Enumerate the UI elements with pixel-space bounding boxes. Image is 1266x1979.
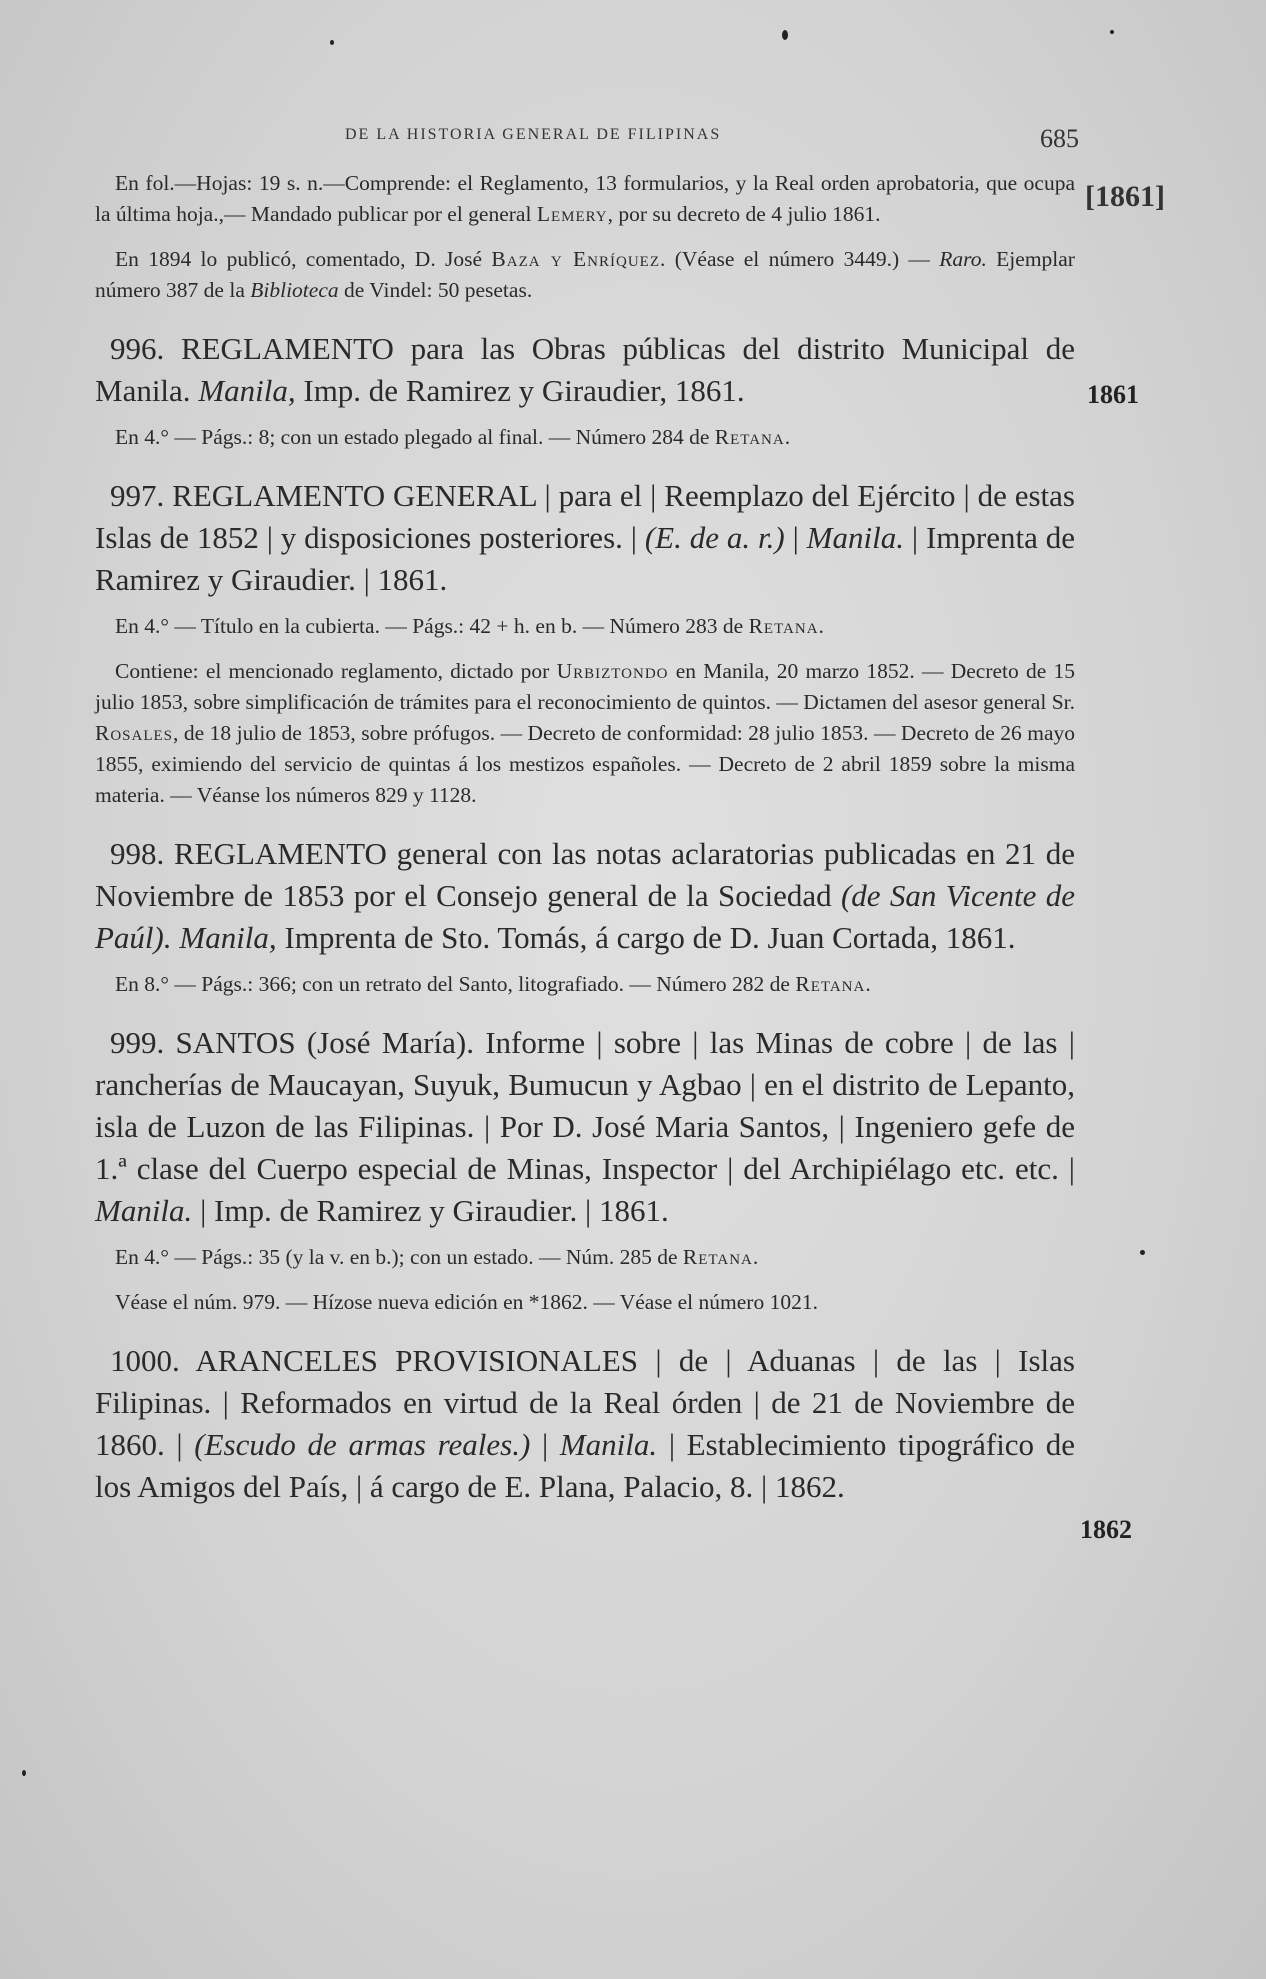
entry-997: 997. REGLAMENTO GENERAL | para el | Reemplazo del Ejército | de estas Islas de 1852 | y disposiciones posteriores. | (E. de a. r.) | Manila. | Imprenta de Ramirez y Giraudier. | 1861. — [95, 478, 1075, 597]
ink-speck — [1110, 30, 1114, 34]
intro-note-2: En 1894 lo publicó, comentado, D. José Baza y Enríquez. (Véase el número 3449.) — Raro. Ejemplar número 387 de la Biblioteca de Vindel: 50 pesetas. — [95, 247, 1075, 302]
entry-999: 999. SANTOS (José María). Informe | sobre | las Minas de cobre | de las | rancherías de Maucayan, Suyuk, Bumucun y Agbao | en el distrito de Lepanto, isla de Luzon de las Filipinas. | Por D. José Maria Santos, | Ingeniero gefe de 1.ª clase del Cuerpo especial de Minas, Inspector | del Archipiélago etc. etc. | Manila. | Imp. de Ramirez y Giraudier. | 1861. — [95, 1025, 1075, 1228]
margin-year-bracketed: [1861] — [1085, 180, 1165, 213]
entry-997-note-2: Contiene: el mencionado reglamento, dictado por Urbiztondo en Manila, 20 marzo 1852. — Decreto de 15 julio 1853, sobre simplificación de trámites para el reconocimiento de quintos. — Dictamen del asesor general Sr. Rosales, de 18 julio de 1853, sobre prófugos. — Decreto de conformidad: 28 julio 1853. — Decreto de 26 mayo 1855, eximiendo del servicio de quintas á los mestizos españoles. — Decreto de 2 abril 1859 sobre la misma materia. — Véanse los números 829 y 1128. — [95, 659, 1075, 807]
ink-speck — [330, 40, 334, 45]
entry-998: 998. REGLAMENTO general con las notas aclaratorias publicadas en 21 de Noviembre de 1853 por el Consejo general de la Sociedad (de San Vicente de Paúl). Manila, Imprenta de Sto. Tomás, á cargo de D. Juan Cortada, 1861. — [95, 836, 1076, 955]
entry-999-note-2: Véase el núm. 979. — Hízose nueva edición en *1862. — Véase el número 1021. — [115, 1290, 818, 1314]
page-body — [95, 168, 1075, 1518]
ink-speck — [1140, 1250, 1145, 1255]
page-number: 685 — [1040, 124, 1079, 153]
entry-996: 996. REGLAMENTO para las Obras públicas del distrito Municipal de Manila. Manila, Imp. de Ramirez y Giraudier, 1861. — [95, 331, 1075, 408]
entry-996-note: En 4.° — Págs.: 8; con un estado plegado al final. — Número 284 de Retana. — [115, 425, 791, 449]
ink-speck — [22, 1770, 26, 1776]
margin-year-1000: 1862 — [1080, 1515, 1132, 1544]
entry-999-note-1: En 4.° — Págs.: 35 (y la v. en b.); con un estado. — Núm. 285 de Retana. — [115, 1245, 759, 1269]
intro-note-1: En fol.—Hojas: 19 s. n.—Comprende: el Reglamento, 13 formularios, y la Real orden aprobatoria, que ocupa la última hoja.,— Mandado publicar por el general Lemery, por su decreto de 4 julio 1861. — [95, 171, 1075, 226]
entry-998-note: En 8.° — Págs.: 366; con un retrato del Santo, litografiado. — Número 282 de Retana. — [115, 972, 871, 996]
entry-1000: 1000. ARANCELES PROVISIONALES | de | Aduanas | de las | Islas Filipinas. | Reformados en virtud de la Real órden | de 21 de Noviembre de 1860. | (Escudo de armas reales.) | Manila. | Establecimiento tipográfico de los Amigos del País, | á cargo de E. Plana, Palacio, 8. | 1862. — [95, 1343, 1075, 1504]
ink-speck — [782, 30, 788, 40]
margin-year-996: 1861 — [1087, 380, 1139, 409]
running-head: DE LA HISTORIA GENERAL DE FILIPINAS — [345, 126, 722, 143]
entry-997-note-1: En 4.° — Título en la cubierta. — Págs.: 42 + h. en b. — Número 283 de Retana. — [115, 614, 824, 638]
